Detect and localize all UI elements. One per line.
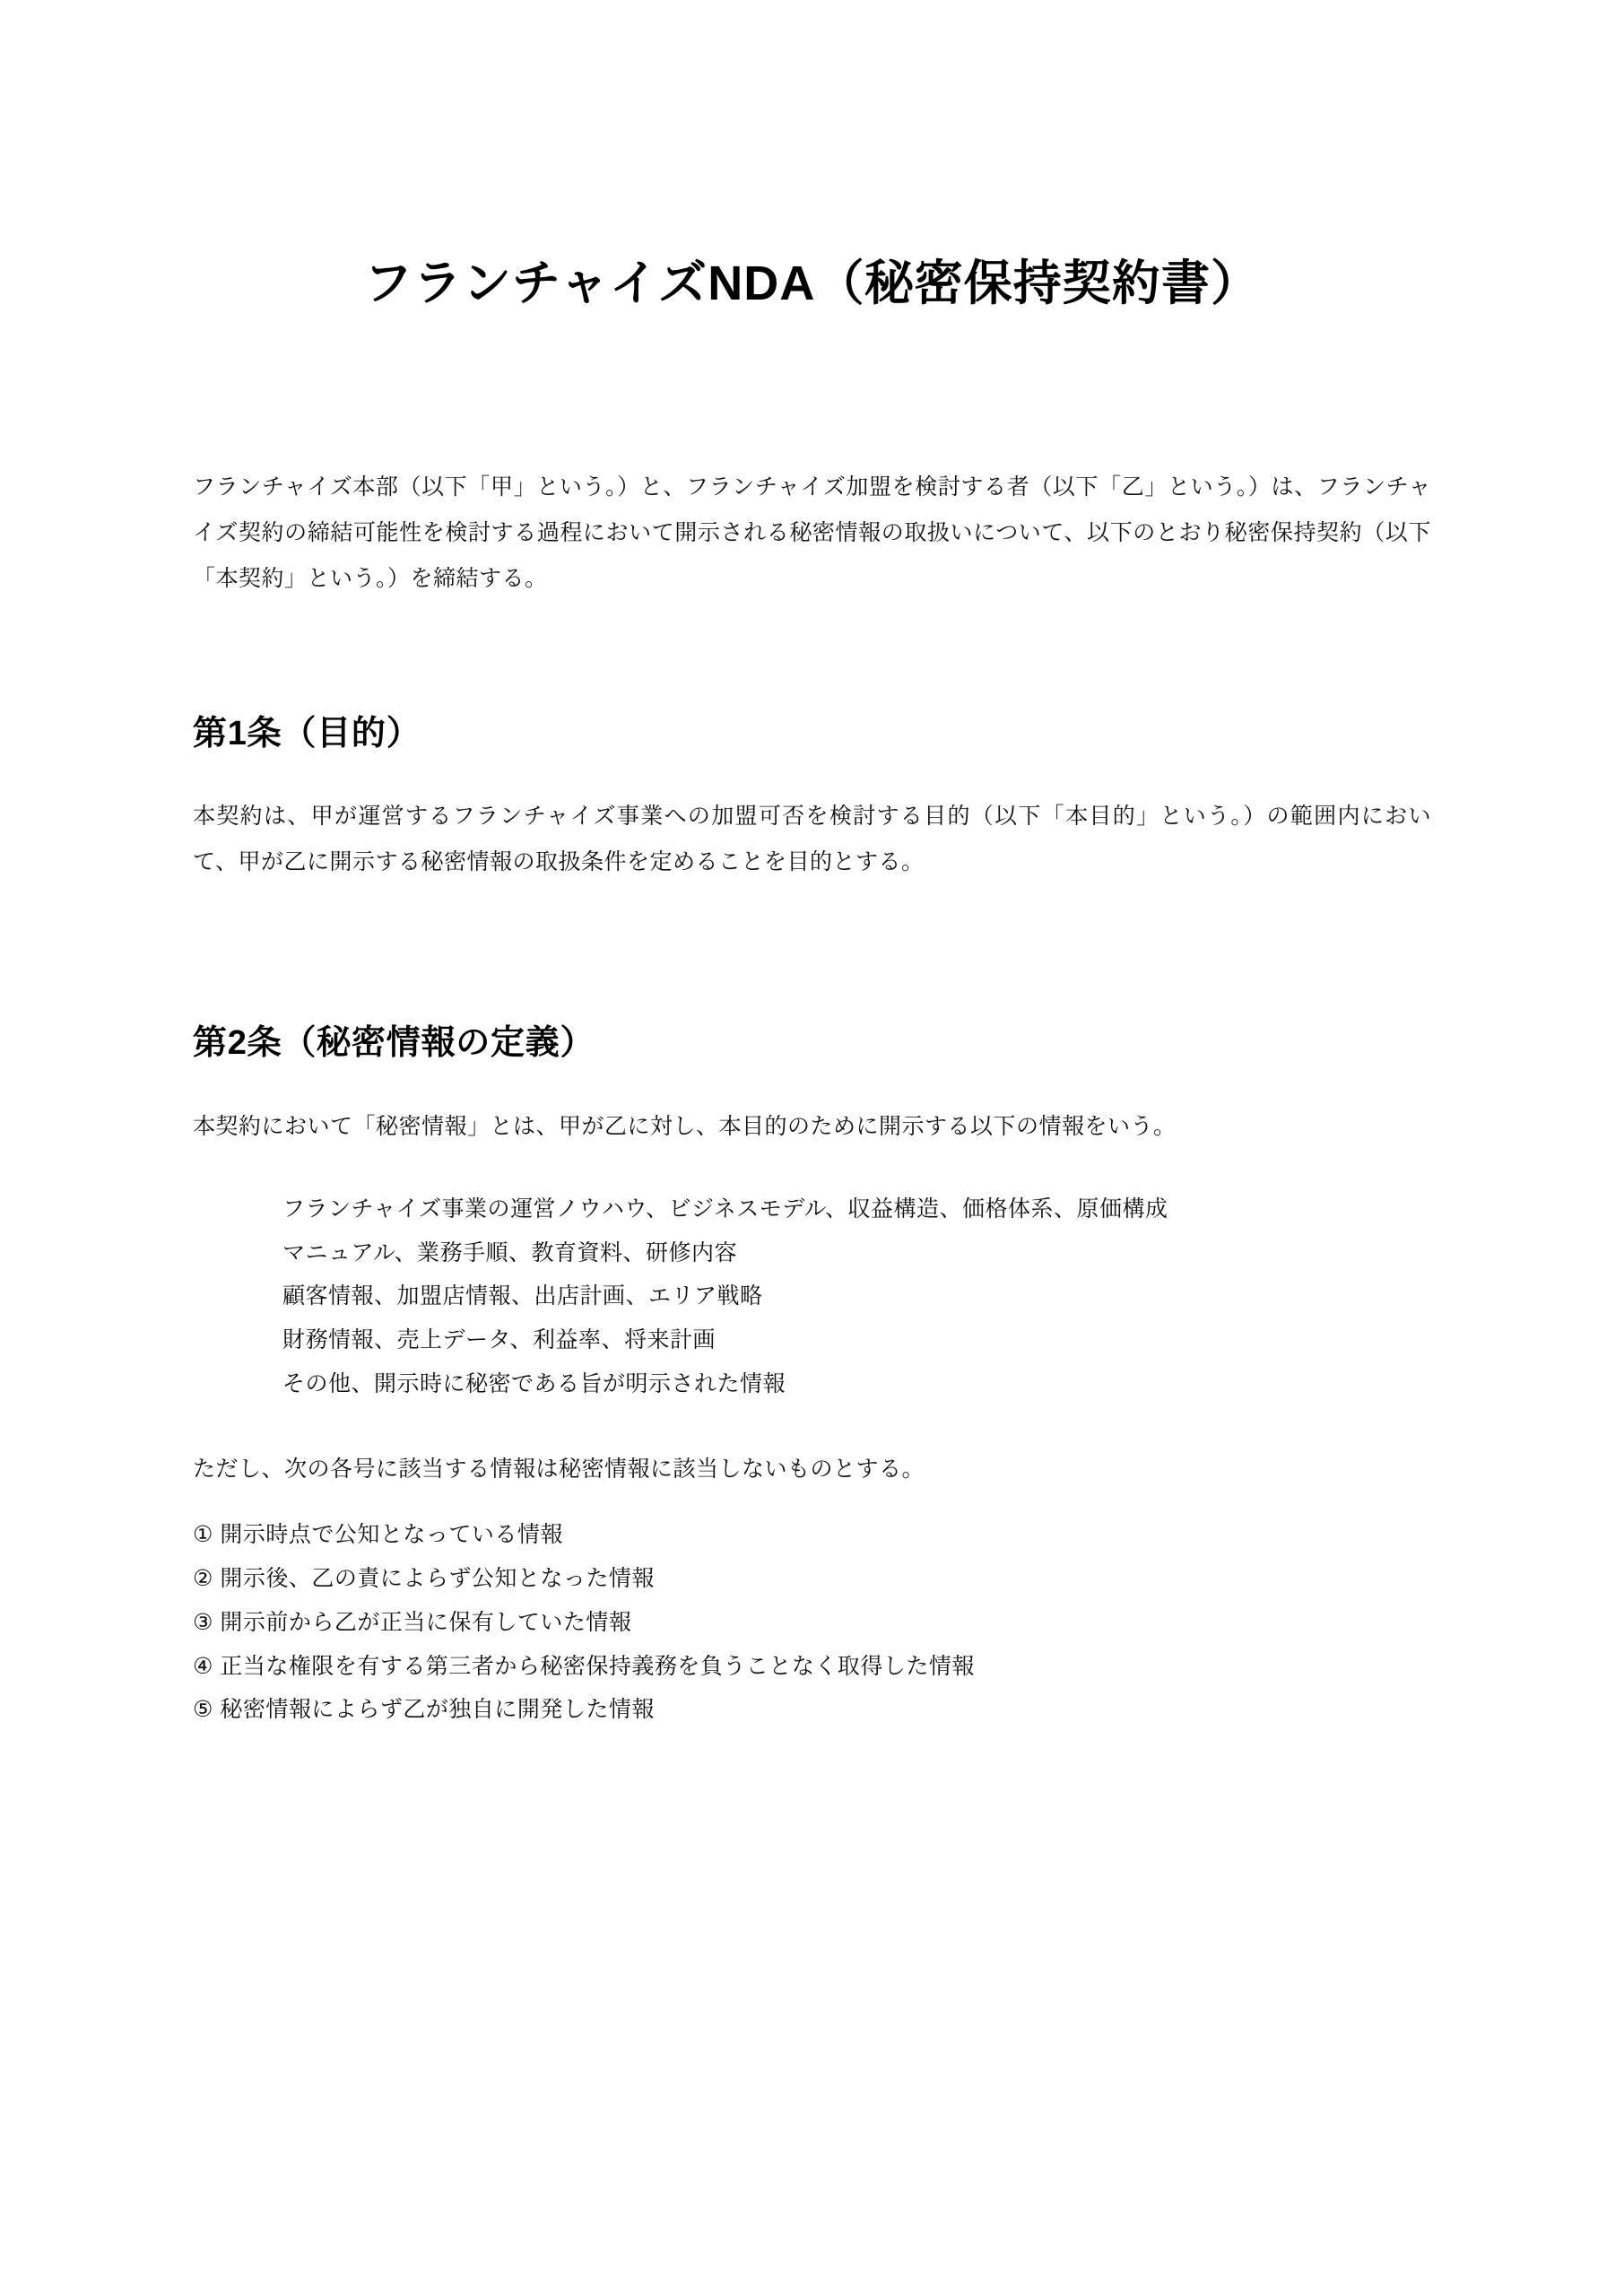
list-item: ② 開示後、乙の責によらず公知となった情報 [193, 1566, 655, 1592]
list-item: ③ 開示前から乙が正当に保有していた情報 [193, 1609, 632, 1635]
list-item: ① 開示時点で公知となっている情報 [193, 1522, 563, 1548]
list-item: 顧客情報、加盟店情報、出店計画、エリア戦略 [282, 1283, 763, 1309]
section-heading-article-2: 第2条（秘密情報の定義） [193, 1024, 595, 1063]
list-item: 財務情報、売上データ、利益率、将来計画 [282, 1327, 716, 1353]
section-heading-article-1: 第1条（目的） [193, 714, 421, 752]
page-title: フランチャイズNDA（秘密保持契約書） [363, 257, 1261, 310]
section-body-article-2: 本契約において「秘密情報」とは、甲が乙に対し、本目的のために開示する以下の情報をいう。 [193, 1113, 1177, 1139]
section-article-2 [193, 1020, 1431, 1732]
list-item: ④ 正当な権限を有する第三者から秘密保持義務を負うことなく取得した情報 [193, 1653, 975, 1679]
list-item: マニュアル、業務手順、教育資料、研修内容 [282, 1239, 738, 1265]
exceptions-note: ただし、次の各号に該当する情報は秘密情報に該当しないものとする。 [193, 1456, 925, 1482]
list-item: ⑤ 秘密情報によらず乙が独自に開発した情報 [193, 1697, 655, 1723]
section-article-1 [193, 710, 1431, 886]
exceptions-list [193, 1513, 1431, 1732]
section-body-article-1: 本契約は、甲が運営するフランチャイズ事業への加盟可否を検討する目的（以下「本目的」という。）の範囲内において、甲が乙に開示する秘密情報の取扱条件を定めることを目的とする。 [193, 803, 1431, 875]
confidential-info-list [193, 1187, 1431, 1406]
list-item: フランチャイズ事業の運営ノウハウ、ビジネスモデル、収益構造、価格体系、原価構成 [282, 1196, 1168, 1222]
intro-paragraph: フランチャイズ本部（以下「甲」という。）と、フランチャイズ加盟を検討する者（以下「乙」という。）は、フランチャイズ契約の締結可能性を検討する過程において開示される秘密情報の取扱いについて、以下のとおり秘密保持契約（以下「本契約」という。）を締結する。 [193, 474, 1431, 592]
list-item: その他、開示時に秘密である旨が明示された情報 [282, 1370, 786, 1396]
